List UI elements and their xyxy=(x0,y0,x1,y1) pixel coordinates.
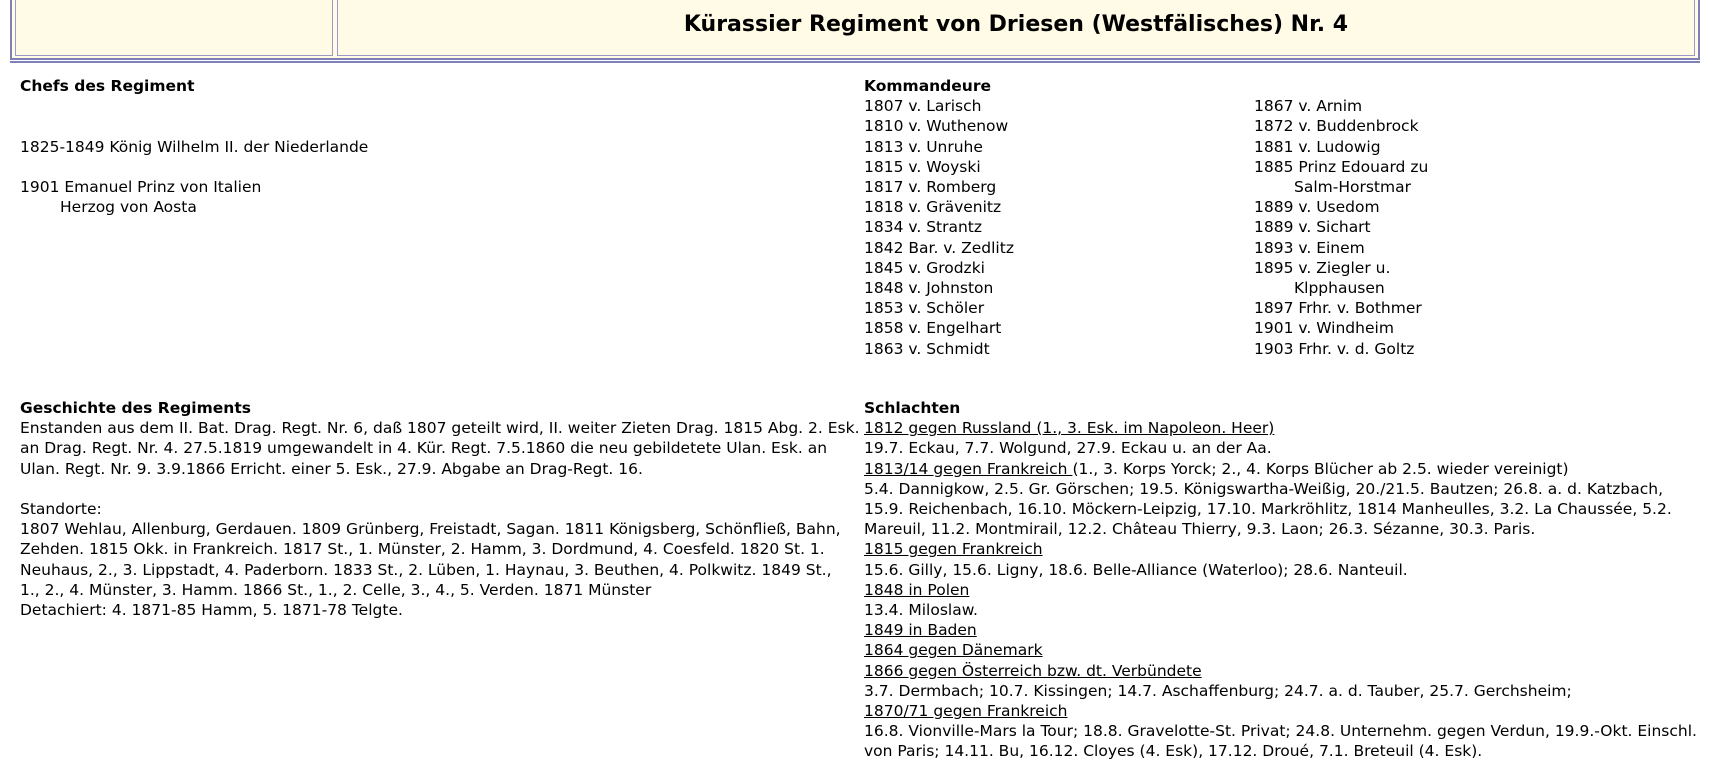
kommandeur-entry: 1834 v. Strantz xyxy=(864,218,983,237)
kommandeur-entry: 1807 v. Larisch xyxy=(864,97,982,116)
kommandeur-entry: 1845 v. Grodzki xyxy=(864,258,985,277)
kommandeur-entry: 1889 v. Sichart xyxy=(1254,218,1371,237)
battle-detail-line: von Paris; 14.11. Bu, 16.12. Cloyes (4. Esk), 17.12. Droué, 7.1. Breteuil (4. Esk). xyxy=(864,742,1483,761)
campaign-link-1815[interactable]: 1815 gegen Frankreich xyxy=(864,540,1043,559)
campaign-link-1849[interactable]: 1849 in Baden xyxy=(864,621,977,640)
kommandeur-entry-continuation: Klpphausen xyxy=(1294,279,1385,298)
kommandeure-column-2 xyxy=(1254,96,1428,359)
chefs-section xyxy=(20,76,368,217)
kommandeur-entry: 1815 v. Woyski xyxy=(864,157,981,176)
battle-detail-line: Mareuil, 11.2. Montmirail, 12.2. Château Thierry, 9.3. Laon; 26.3. Sézanne, 30.3. Paris. xyxy=(864,520,1536,539)
campaign-link-1870[interactable]: 1870/71 gegen Frankreich xyxy=(864,702,1068,721)
kommandeur-entry: 1858 v. Engelhart xyxy=(864,319,1002,338)
header-title-cell xyxy=(337,0,1695,56)
kommandeur-entry: 1895 v. Ziegler u. xyxy=(1254,258,1391,277)
campaign-link-1864[interactable]: 1864 gegen Dänemark xyxy=(864,641,1043,660)
kommandeur-entry: 1818 v. Grävenitz xyxy=(864,198,1002,217)
kommandeur-entry: 1872 v. Buddenbrock xyxy=(1254,117,1419,136)
header-left-cell xyxy=(15,0,333,56)
standorte-label: Standorte: xyxy=(20,500,102,518)
campaign-link-1848[interactable]: 1848 in Polen xyxy=(864,580,970,599)
chef-entry: 1901 Emanuel Prinz von Italien xyxy=(20,177,262,196)
battle-detail-line: 13.4. Miloslaw. xyxy=(864,601,978,620)
kommandeur-entry: 1885 Prinz Edouard zu xyxy=(1254,157,1429,176)
geschichte-section xyxy=(20,398,860,620)
detachiert-text-line: Detachiert: 4. 1871-85 Hamm, 5. 1871-78 Telgte. xyxy=(20,601,403,620)
standorte-text-line: 1., 2., 4. Münster, 3. Hamm. 1866 St., 1., 2. Celle, 3., 4., 5. Verden. 1871 Münster xyxy=(20,580,652,599)
page-header xyxy=(10,0,1700,60)
geschichte-text-line: Enstanden aus dem II. Bat. Drag. Regt. Nr. 6, daß 1807 geteilt wird, II. weiter Zieten Drag. 1815 Abg. 2. Esk. xyxy=(20,419,860,438)
geschichte-text-line: Ulan. Regt. Nr. 9. 3.9.1866 Erricht. einer 5. Esk., 27.9. Abgabe an Drag-Regt. 16. xyxy=(20,459,643,478)
chefs-heading: Chefs des Regiment xyxy=(20,77,195,95)
standorte-text-line: 1807 Wehlau, Allenburg, Gerdauen. 1809 Grünberg, Freistadt, Sagan. 1811 Königsberg, Schönfließ, Bahn, xyxy=(20,520,841,539)
battle-detail-line: 16.8. Vionville-Mars la Tour; 18.8. Gravelotte-St. Privat; 24.8. Unternehm. gegen Verdun, 19.9.-Okt. Einschl. xyxy=(864,722,1697,741)
kommandeur-entry: 1842 Bar. v. Zedlitz xyxy=(864,238,1014,257)
schlachten-heading: Schlachten xyxy=(864,399,961,417)
standorte-text-line: Neuhaus, 2., 3. Lippstadt, 4. Paderborn. 1833 St., 2. Lüben, 1. Haynau, 3. Beuthen, 4. Polkwitz. 1849 St., xyxy=(20,560,832,579)
kommandeure-section xyxy=(864,76,991,96)
campaign-link-1866[interactable]: 1866 gegen Österreich bzw. dt. Verbündete xyxy=(864,661,1202,680)
kommandeur-entry: 1817 v. Romberg xyxy=(864,178,997,196)
page-title: Kürassier Regiment von Driesen (Westfälisches) Nr. 4 xyxy=(683,12,1349,37)
campaign-link-1812[interactable]: 1812 gegen Russland (1., 3. Esk. im Napoleon. Heer) xyxy=(864,419,1275,438)
kommandeur-entry: 1881 v. Ludowig xyxy=(1254,137,1381,156)
campaign-note: (1., 3. Korps Yorck; 2., 4. Korps Blücher ab 2.5. wieder vereinigt) xyxy=(1072,459,1569,478)
kommandeur-entry: 1863 v. Schmidt xyxy=(864,339,990,358)
header-divider xyxy=(10,61,1700,63)
kommandeur-entry-continuation: Salm-Horstmar xyxy=(1294,178,1411,196)
chef-entry-continuation: Herzog von Aosta xyxy=(60,198,197,217)
geschichte-heading: Geschichte des Regiments xyxy=(20,399,251,417)
standorte-text-line: Zehden. 1815 Okk. in Frankreich. 1817 St., 1. Münster, 2. Hamm, 3. Dordmund, 4. Coesfeld. 1820 St. 1. xyxy=(20,540,825,559)
battle-detail-line: 15.6. Gilly, 15.6. Ligny, 18.6. Belle-Alliance (Waterloo); 28.6. Nanteuil. xyxy=(864,560,1408,579)
kommandeur-entry: 1810 v. Wuthenow xyxy=(864,117,1009,136)
campaign-link-1813[interactable]: 1813/14 gegen Frankreich xyxy=(864,459,1073,478)
kommandeure-column-1 xyxy=(864,96,1014,359)
battle-detail-line: 15.9. Reichenbach, 16.10. Möckern-Leipzig, 17.10. Markröhlitz, 1814 Manheulles, 3.2. La Chaussée, 5.2. xyxy=(864,500,1672,519)
chef-entry: 1825-1849 König Wilhelm II. der Niederlande xyxy=(20,137,369,156)
battle-detail-line: 5.4. Dannigkow, 2.5. Gr. Görschen; 19.5. Königswartha-Weißig, 20./21.5. Bautzen; 26.8. a. d. Katzbach, xyxy=(864,479,1664,498)
kommandeur-entry: 1867 v. Arnim xyxy=(1254,97,1363,116)
battle-detail-line: 3.7. Dermbach; 10.7. Kissingen; 14.7. Aschaffenburg; 24.7. a. d. Tauber, 25.7. Gerchsheim; xyxy=(864,681,1572,700)
battle-detail-line: 19.7. Eckau, 7.7. Wolgund, 27.9. Eckau u. an der Aa. xyxy=(864,439,1272,458)
kommandeur-entry: 1897 Frhr. v. Bothmer xyxy=(1254,299,1422,318)
kommandeur-entry: 1889 v. Usedom xyxy=(1254,198,1380,217)
kommandeur-entry: 1813 v. Unruhe xyxy=(864,137,983,156)
kommandeur-entry: 1893 v. Einem xyxy=(1254,238,1365,257)
schlachten-section xyxy=(864,398,1697,762)
kommandeur-entry: 1848 v. Johnston xyxy=(864,279,994,298)
kommandeur-entry: 1853 v. Schöler xyxy=(864,299,985,318)
kommandeur-entry: 1903 Frhr. v. d. Goltz xyxy=(1254,339,1415,358)
kommandeure-heading: Kommandeure xyxy=(864,77,991,95)
geschichte-text-line: an Drag. Regt. Nr. 4. 27.5.1819 umgewandelt in 4. Kür. Regt. 7.5.1860 die neu gebildetete Ulan. Esk. an xyxy=(20,439,828,458)
kommandeur-entry: 1901 v. Windheim xyxy=(1254,319,1394,338)
